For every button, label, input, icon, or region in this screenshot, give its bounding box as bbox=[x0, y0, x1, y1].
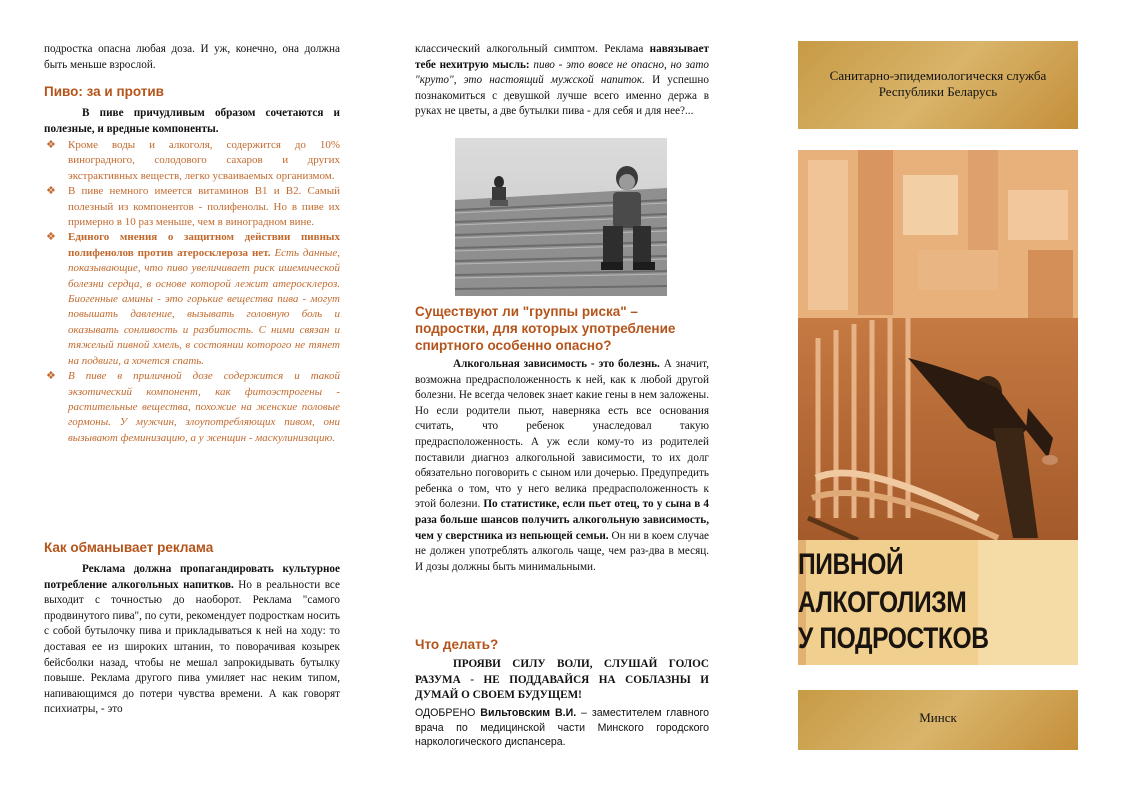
organization-name: Санитарно-эпидемиологическя служба Республики Беларусь bbox=[829, 68, 1047, 99]
teenagers-stairs-photo bbox=[455, 138, 667, 296]
intro-text: подростка опасна любая доза. И уж, конечно, она должна быть меньше взрослой. bbox=[44, 43, 340, 71]
city-box bbox=[798, 690, 1078, 750]
beer-bullet-list bbox=[44, 138, 340, 446]
approval-note: ОДОБРЕНО Вильтовским В.И. – заместителем главного врача по медицинской части Минского городского наркологического диспансера. bbox=[415, 707, 709, 749]
ads-paragraph: Реклама должна пропагандировать культурное потребление алкогольных напитков. Но в реальности все выходит с точностью до наоборот. Реклама "самого продвинутого пива", по сути, рекомендует подросткам носить с собой бутылочку пива и прикладываться к ней на ходу: то доставая ее из широких штанин, то поворачивая козырек бейсболки назад, чтобы не мешал запрокидывать бутылку повыше. Реклама другого пива умиляет нас неким типом, напивающимся до потери чувства времени. А как говорят психиатры, - это bbox=[44, 563, 340, 716]
title-line-2: АЛКОГОЛИЗМ bbox=[798, 586, 967, 619]
title-line-3: У ПОДРОСТКОВ bbox=[798, 622, 989, 655]
heading-beer: Пиво: за и против bbox=[44, 84, 164, 99]
bullet-item: ❖ Единого мнения о защитном действии пивных полифенолов против атеросклероза нет. Есть данные, показывающие, что пиво увеличивает риск ишемической болезни сердца, в основе которой лежит атеросклероз. Биогенные амины - это горькие вещества пива - могут повышать давление, вызывать головную боль и оказывать сонливость и разбитость. С ними связан и тяжелый пивной хмель, в состоянии которого не тянет на подвиги, а хочется спать. bbox=[46, 231, 340, 367]
bullet-item: ❖ В пиве немного имеется витаминов В1 и В2. Самый полезный из компонентов - полифенолы. Но в пиве их примерно в 10 раз меньше, чем в виноградном вине. bbox=[46, 185, 340, 229]
bench-scene-illustration bbox=[798, 318, 1078, 540]
heading-what-to-do: Что делать? bbox=[415, 637, 499, 652]
diamond-bullet-icon: ❖ bbox=[46, 185, 56, 198]
bullet-item: ❖ В пиве в приличной дозе содержится и такой экзотический компонент, как фитоэстрогены - растительные вещества, похожие на женские половые гормоны. У мужчин, злоупотребляющих пивом, они вызывают феминизацию, а у женщин - маскулинизацию. bbox=[46, 370, 340, 444]
diamond-bullet-icon: ❖ bbox=[46, 370, 56, 383]
risk-paragraph: Алкогольная зависимость - это болезнь. А значит, возможна предрасположенность к ней, как к любой другой болезни. Не всегда человек знает какие гены в нем заложены. Но если родители пьют, наверняка есть все основания считать, что ребенок унаследовал такую предрасположенность. А уж если кому-то из родителей поставили диагноз алкогольной зависимости, то их долг обязательно поговорить с сыном или дочерью. Предупредить ребенка о том, что у него велика предрасположенность к этой болезни. По статистике, если пьет отец, то у сына в 4 раза больше шансов получить алкогольную зависимость, чем у сверстника из непьющей семьи. Он ни в коем случае не должен употреблять алкоголь чаще, чем раз-два в месяц. И дозы должны быть минимальными. bbox=[415, 358, 710, 573]
intro-paragraph bbox=[44, 42, 340, 73]
heading-ads: Как обманывает реклама bbox=[44, 540, 214, 555]
ads-continued-paragraph: классический алкогольный симптом. Реклама навязывает тебе нехитрую мысль: пиво - это вовсе не опасно, но зато "круто", это настоящий мужской напиток. И успешно познакомиться с девушкой лучше всего именно держа в руках не цветы, а две бутылки пива - для себя и для нее?... bbox=[415, 43, 709, 118]
beer-intro: В пиве причудливым образом сочетаются и полезные, и вредные компоненты. bbox=[44, 107, 340, 135]
heading-risk-groups: Существуют ли "группы риска" – подростки, для которых употребление спиртного особенно опасно? bbox=[415, 304, 676, 353]
call-to-action: ПРОЯВИ СИЛУ ВОЛИ, СЛУШАЙ ГОЛОС РАЗУМА - НЕ ПОДДАВАЙСЯ НА СОБЛАЗНЫ И ДУМАЙ О СВОЕМ БУДУЩЕМ! bbox=[415, 658, 709, 702]
city-name: Минск bbox=[919, 710, 957, 725]
diamond-bullet-icon: ❖ bbox=[46, 139, 56, 151]
title-line-1: ПИВНОЙ bbox=[798, 548, 904, 581]
diamond-bullet-icon: ❖ bbox=[46, 231, 56, 244]
drunk-man-bench-photo bbox=[798, 318, 1078, 540]
organization-box bbox=[798, 41, 1078, 129]
cover-artwork bbox=[798, 150, 1078, 665]
bullet-item: ❖ Кроме воды и алкоголя, содержится до 10% виноградного, солодового сахаров и других экстрактивных веществ, легко усваиваемых организмом. bbox=[46, 139, 340, 182]
